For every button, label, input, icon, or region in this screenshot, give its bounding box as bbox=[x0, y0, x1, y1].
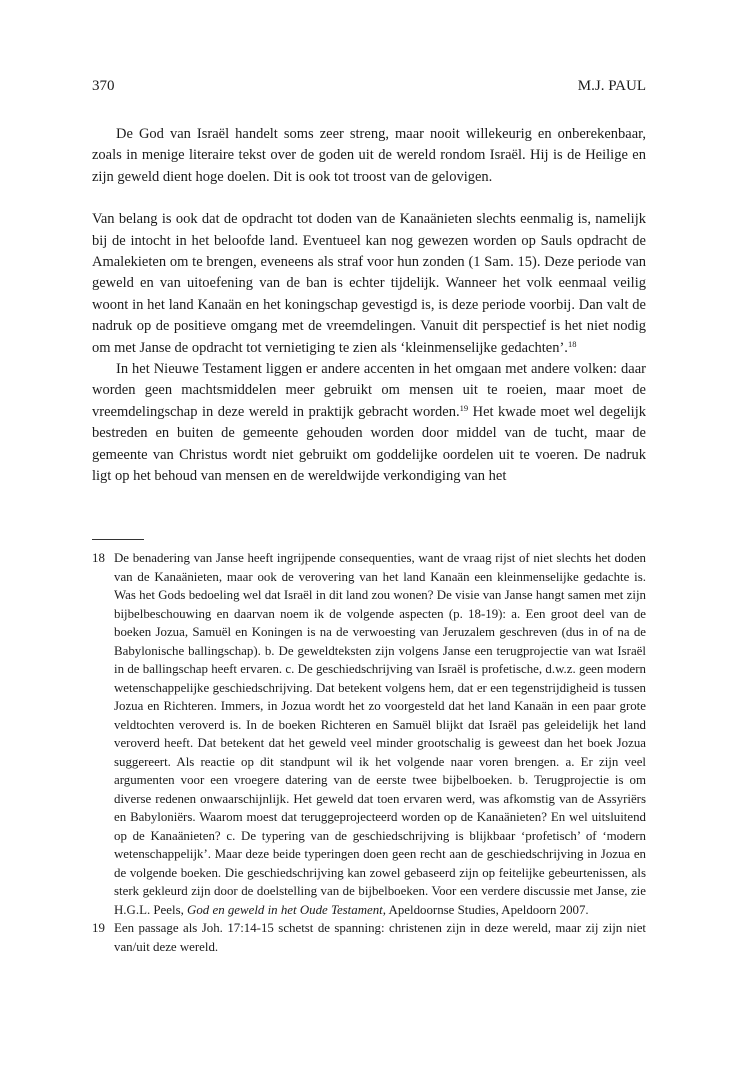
running-header bbox=[92, 78, 646, 100]
footnote-number: 19 bbox=[92, 921, 105, 935]
footnote-18 bbox=[92, 549, 646, 919]
footnote-ref-19[interactable]: 19 bbox=[459, 402, 469, 413]
paragraph-1: De God van Israël handelt soms zeer streng, maar nooit willekeurig en onberekenbaar, zoals in menige literaire tekst over de goden uit de wereld rondom Israël. Hij is de Heilige en zijn geweld dient hoge doelen. Dit is ook tot troost van de gelovigen. bbox=[92, 126, 646, 185]
footnote-separator bbox=[92, 539, 144, 540]
footnotes bbox=[92, 549, 646, 956]
footnote-text: De benadering van Janse heeft ingrijpende consequenties, want de vraag rijst of niet slechts het doden van de Kanaänieten, maar ook de verovering van het land Kanaän een kleinmenselijke gedachte is. Was het Gods bedoeling wel dat Israël in dit land zou wonen? De visie van Janse hangt samen met zijn bijbelbeschouwing en daarvan noem ik de volgende aspecten (p. 18-19): a. Een groot deel van de boeken Jozua, Samuël en Koningen is na de verwoesting van Jeruzalem geschreven (dus in of na de Babylonische ballingschap). b. De geweldteksten zijn volgens Janse een terugprojectie van wat Israël in de ballingschap heeft ervaren. c. De geschiedschrijving van Israël is profetische, d.w.z. geen modern wetenschappelijke geschiedschrijving. Dat betekent volgens hem, dat er een tegenstrijdigheid is tussen Jozua en Richteren. Immers, in Jozua wordt het zo voorgesteld dat het land Kanaän in een paar grote veldtochten veroverd is. In de boeken Richteren en Samuël blijkt dat Israël pas geleidelijk het land veroverd heeft. Dat betekent dat het geweld veel minder grootschalig is geweest dan het boek Jozua suggereert. Als reactie op dit standpunt wil ik het volgende naar voren brengen. a. Er zijn veel argumenten voor een vroegere datering van de eerste twee bijbelboeken. b. Terugprojectie is om diverse redenen onwaarschijnlijk. Het geweld dat toen ervaren werd, was afkomstig van de Assyriërs en Babyloniërs. Waarom moest dat teruggeprojecteerd worden op de Kanaänieten? En wel uitsluitend op de Kanaänieten? c. De typering van de geschiedschrijving is blijkbaar ‘profetisch’ of ‘modern wetenschappelijk’. Maar deze beide typeringen doen geen recht aan de geschiedschrijving in Jozua en de volgende boeken. Die geschiedschrijving kan zowel gebaseerd zijn op feitelijke gebeurtenissen, als sterk gekleurd zijn door de doelstelling van de bijbelboeken. Voor een verdere discussie met Janse, zie H.G.L. Peels, God en geweld in het Oude Testament, Apeldoornse Studies, Apeldoorn 2007. bbox=[114, 551, 646, 917]
footnote-text: Een passage als Joh. 17:14-15 schetst de spanning: christenen zijn in deze wereld, maar zij zijn niet van/uit deze wereld. bbox=[114, 921, 646, 954]
footnote-number: 18 bbox=[92, 551, 105, 565]
paragraph-2: Van belang is ook dat de opdracht tot doden van de Kanaänieten slechts eenmalig is, namelijk bij de intocht in het beloofde land. Eventueel kan nog gewezen worden op Sauls opdracht de Amalekieten om te brengen, eveneens als straf voor hun zonden (1 Sam. 15). Deze periode van geweld en van uitoefening van de ban is echter tijdelijk. Wanneer het volk eenmaal veilig woont in het land Kanaän en het koningschap gevestigd is, is deze periode voorbij. Dan valt de nadruk op de positieve omgang met de vreemdelingen. Vanuit dit perspectief is het niet nodig om met Janse de opdracht tot vernietiging te zien als ‘kleinmenselijke gedachten’.$^{18}$ bbox=[92, 211, 646, 356]
main-text bbox=[92, 124, 646, 488]
paragraph-3: In het Nieuwe Testament liggen er andere accenten in het omgaan met andere volken: daar worden geen machtsmiddelen meer gebruikt om mensen uit te roeien, maar moet de vreemdelingschap in deze wereld in praktijk gebracht worden.$^{19}$ Het kwade moet wel degelijk bestreden en buiten de gemeente gehouden worden door middel van de tucht, maar de gemeente van Christus wordt niet gebruikt om goddelijke oordelen uit te voeren. De nadruk ligt op het behoud van mensen en de wereldwijde verkondiging van het bbox=[92, 361, 646, 485]
running-head-author: M.J. PAUL bbox=[577, 78, 646, 94]
footnote-19 bbox=[92, 919, 646, 956]
book-title: God en geweld in het Oude Testament, bbox=[187, 902, 386, 917]
footnote-ref-18[interactable]: 18 bbox=[567, 338, 577, 349]
page-number: 370 bbox=[92, 78, 115, 94]
